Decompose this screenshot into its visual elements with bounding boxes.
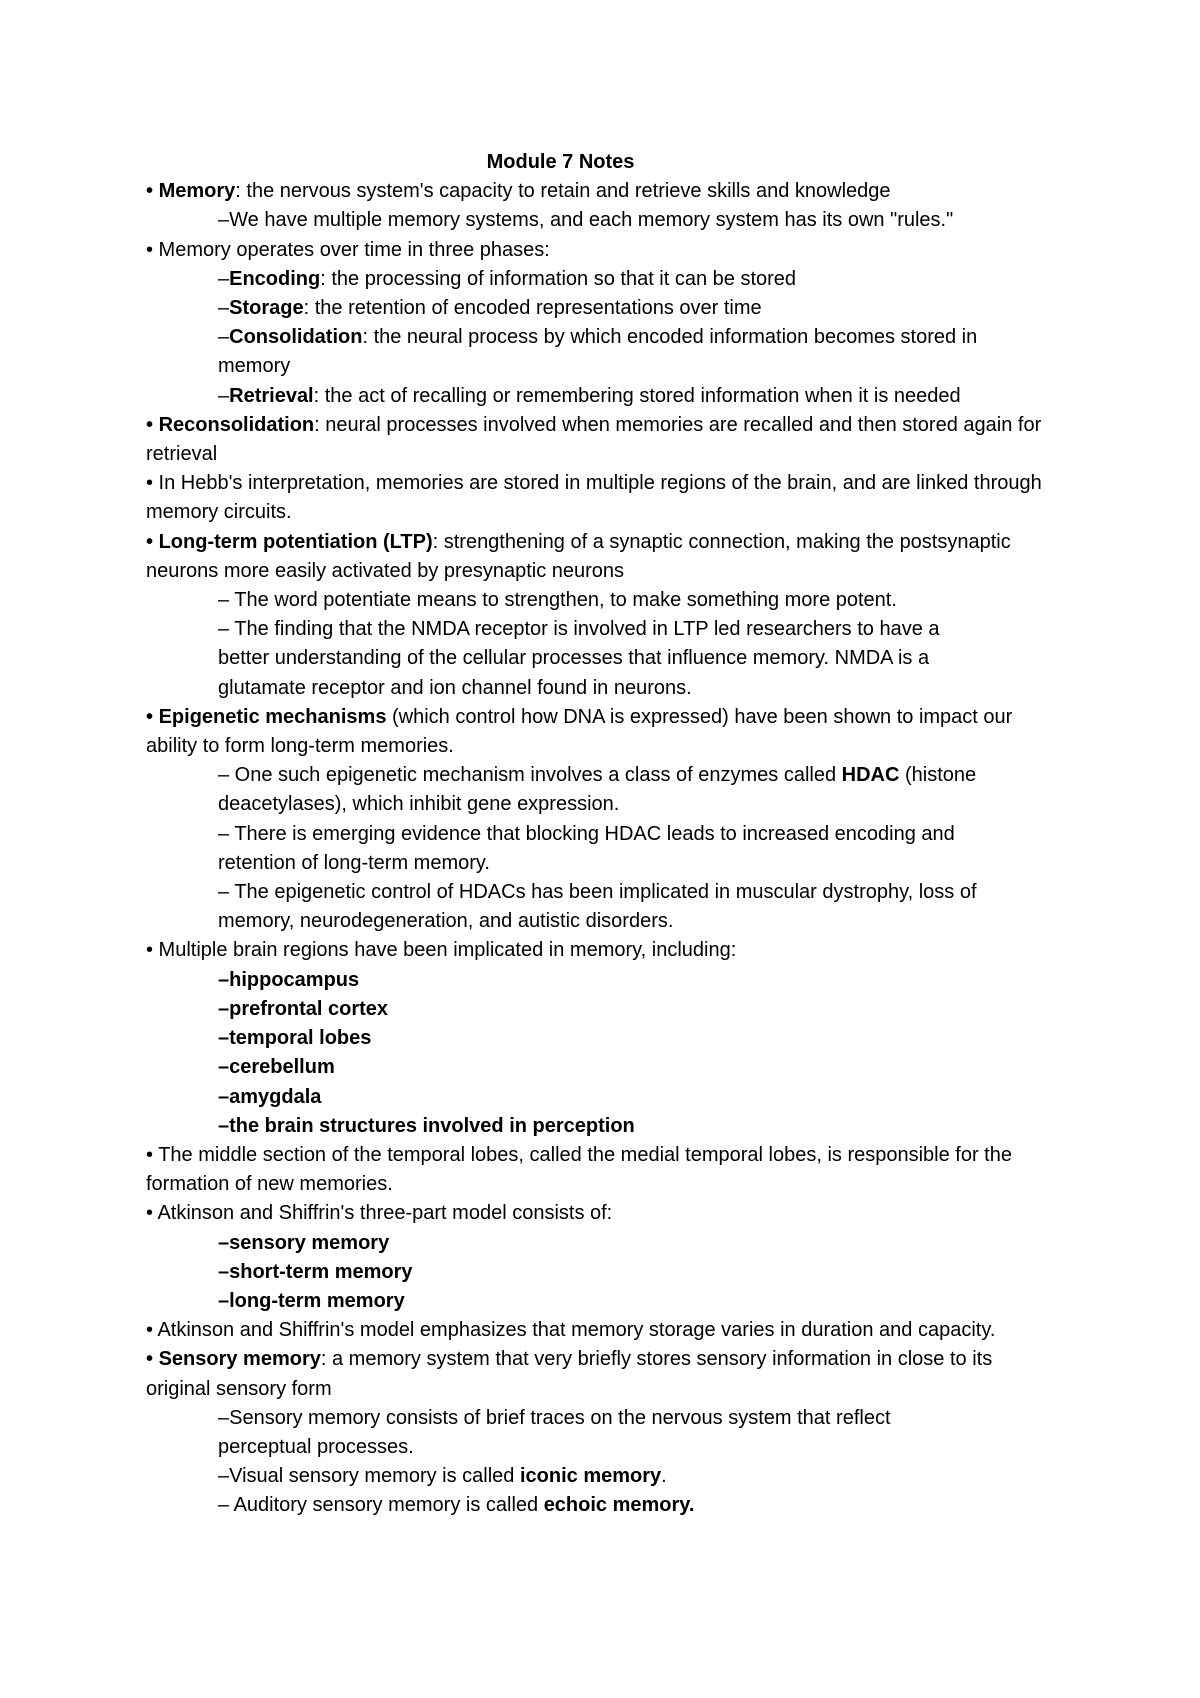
sub-point: –We have multiple memory systems, and each memory system has its own "rules." bbox=[218, 209, 954, 232]
list-item: –amygdala bbox=[218, 1085, 322, 1108]
list-item: –the brain structures involved in perception bbox=[218, 1114, 635, 1137]
definition-text: : the nervous system's capacity to retain and retrieve skills and knowledge bbox=[235, 180, 891, 203]
term-ltp: Long-term potentiation (LTP) bbox=[158, 530, 433, 553]
list-item: –prefrontal cortex bbox=[218, 997, 389, 1020]
list-item: –temporal lobes bbox=[218, 1027, 372, 1050]
sub-point-iconic: –Visual sensory memory is called iconic memory. bbox=[218, 1465, 667, 1488]
sub-point-hdac: – One such epigenetic mechanism involves a class of enzymes called HDAC (histone deacetylases), which inhibit gene expression. bbox=[218, 764, 977, 816]
bullet-atkinson-duration: • Atkinson and Shiffrin's model emphasizes that memory storage varies in duration and capacity. bbox=[146, 1319, 996, 1342]
sub-point-storage: –Storage: the retention of encoded representations over time bbox=[218, 297, 762, 320]
bullet-reconsolidation: • Reconsolidation: neural processes involved when memories are recalled and then stored again for retrieval bbox=[146, 413, 1042, 466]
term-epigenetic: Epigenetic mechanisms bbox=[158, 705, 387, 728]
sub-point: – The epigenetic control of HDACs has been implicated in muscular dystrophy, loss of memory, neurodegeneration, and autistic disorders. bbox=[218, 881, 977, 933]
term-reconsolidation: Reconsolidation bbox=[158, 413, 315, 436]
term-memory: Memory bbox=[158, 180, 236, 203]
sub-point-consolidation: –Consolidation: the neural process by which encoded information becomes stored in memory bbox=[218, 326, 978, 378]
bullet-hebb: • In Hebb's interpretation, memories are stored in multiple regions of the brain, and are linked through memory circuits. bbox=[146, 472, 1042, 524]
bullet-ltp: • Long-term potentiation (LTP): strengthening of a synaptic connection, making the postsynaptic neurons more easily activated by presynaptic neurons bbox=[146, 530, 1011, 582]
sub-point: – There is emerging evidence that blocking HDAC leads to increased encoding and retention of long-term memory. bbox=[218, 822, 955, 874]
term-sensory-memory: Sensory memory bbox=[158, 1348, 321, 1371]
sub-point: –Sensory memory consists of brief traces on the nervous system that reflect perceptual processes. bbox=[218, 1406, 891, 1458]
term-storage: Storage bbox=[229, 297, 304, 320]
bullet-atkinson-model: • Atkinson and Shiffrin's three-part model consists of: bbox=[146, 1202, 613, 1225]
list-item: –sensory memory bbox=[218, 1231, 390, 1254]
term-echoic-memory: echoic memory. bbox=[543, 1494, 695, 1517]
document-title: Module 7 Notes bbox=[486, 151, 635, 173]
term-consolidation: Consolidation bbox=[229, 326, 363, 349]
sub-point-encoding: –Encoding: the processing of information so that it can be stored bbox=[218, 267, 797, 290]
sub-point-echoic: – Auditory sensory memory is called echoic memory. bbox=[218, 1494, 695, 1517]
list-item: –short-term memory bbox=[218, 1260, 413, 1283]
term-encoding: Encoding bbox=[229, 267, 321, 290]
list-item: –cerebellum bbox=[218, 1056, 335, 1079]
bullet-medial-temporal: • The middle section of the temporal lobes, called the medial temporal lobes, is responsible for the formation of new memories. bbox=[146, 1143, 1012, 1196]
document-page bbox=[146, 148, 1061, 1521]
bullet-memory bbox=[146, 177, 1061, 206]
term-retrieval: Retrieval bbox=[229, 384, 314, 407]
term-hdac: HDAC bbox=[841, 764, 900, 787]
sub-point: – The finding that the NMDA receptor is involved in LTP led researchers to have a better understanding of the cellular processes that influence memory. NMDA is a glutamate receptor and ion channel found in neurons. bbox=[218, 618, 940, 699]
bullet-sensory-memory: • Sensory memory: a memory system that very briefly stores sensory information in close to its original sensory form bbox=[146, 1348, 993, 1400]
term-iconic-memory: iconic memory bbox=[519, 1465, 662, 1488]
sub-point-retrieval: –Retrieval: the act of recalling or remembering stored information when it is needed bbox=[218, 384, 961, 407]
list-item: –hippocampus bbox=[218, 968, 360, 991]
bullet-epigenetic: • Epigenetic mechanisms (which control how DNA is expressed) have been shown to impact our ability to form long-term memories. bbox=[146, 705, 1013, 758]
list-item: –long-term memory bbox=[218, 1289, 405, 1312]
bullet-mark: • bbox=[146, 180, 154, 203]
bullet-phases: • Memory operates over time in three phases: bbox=[146, 238, 550, 261]
bullet-brain-regions: • Multiple brain regions have been implicated in memory, including: bbox=[146, 939, 737, 962]
sub-point: – The word potentiate means to strengthen, to make something more potent. bbox=[218, 589, 897, 612]
